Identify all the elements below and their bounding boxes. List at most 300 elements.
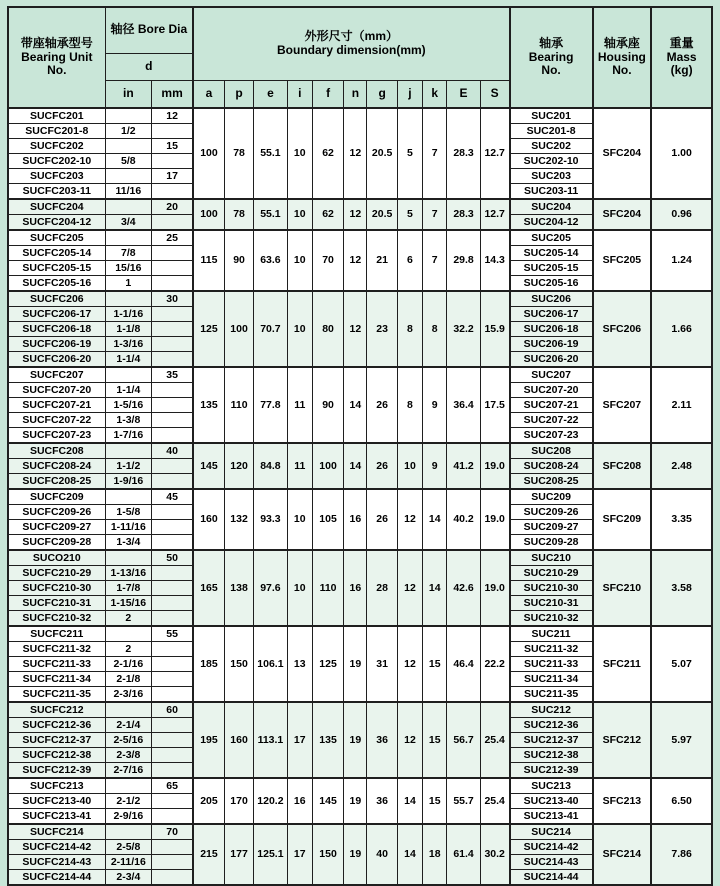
cell-bore-mm: 30 [152,291,193,307]
cell-bore-in [105,443,152,459]
cell-bore-in: 2-11/16 [105,855,152,870]
cell-bearing-unit-no: SUCFC209 [8,489,105,505]
table-row [8,702,712,718]
cell-housing-no: SFC204 [593,108,652,199]
cell-dim-E: 28.3 [447,199,480,230]
header-unit-cn: 带座轴承型号 [20,35,93,50]
cell-bore-mm [152,337,193,352]
cell-dim-j: 12 [397,702,422,778]
cell-bore-in [105,824,152,840]
cell-bearing-unit-no: SUCFC213 [8,778,105,794]
cell-dim-E: 40.2 [447,489,480,550]
cell-dim-a: 100 [193,199,224,230]
cell-dim-f: 62 [312,108,343,199]
cell-bearing-no: SUC204-12 [510,215,593,231]
cell-bearing-no: SUC213-41 [510,809,593,825]
cell-mass: 3.58 [651,550,712,626]
cell-dim-n: 19 [344,778,367,824]
cell-mass: 0.96 [651,199,712,230]
cell-bore-mm [152,870,193,886]
cell-bore-in: 1-1/4 [105,383,152,398]
cell-bearing-no: SUC207-21 [510,398,593,413]
cell-bearing-unit-no: SUCFC207-21 [8,398,105,413]
cell-bore-mm [152,459,193,474]
col-header-e: e [254,80,287,108]
cell-dim-i: 13 [287,626,312,702]
cell-bearing-unit-no: SUCFC207-23 [8,428,105,444]
cell-bore-in: 2-3/4 [105,870,152,886]
cell-bore-in: 1-3/16 [105,337,152,352]
cell-dim-i: 10 [287,291,312,367]
cell-bearing-unit-no: SUCO210 [8,550,105,566]
cell-housing-no: SFC206 [593,291,652,367]
cell-bore-mm [152,566,193,581]
header-mass-en2: (kg) [670,63,693,78]
cell-bore-in: 1-11/16 [105,520,152,535]
cell-bearing-no: SUC205-15 [510,261,593,276]
table-row [8,824,712,840]
cell-bearing-unit-no: SUCFC209-26 [8,505,105,520]
col-header-S: S [480,80,509,108]
table-row [8,778,712,794]
cell-bearing-unit-no: SUCFC211-32 [8,642,105,657]
cell-dim-E: 36.4 [447,367,480,443]
col-header-bearing-no [510,7,593,108]
cell-bearing-unit-no: SUCFC206 [8,291,105,307]
cell-bore-in: 1-1/2 [105,459,152,474]
cell-dim-n: 12 [344,199,367,230]
cell-bore-mm [152,398,193,413]
cell-bore-mm [152,474,193,490]
cell-bore-mm [152,428,193,444]
cell-dim-j: 6 [397,230,422,291]
cell-bore-mm: 50 [152,550,193,566]
cell-bore-mm [152,246,193,261]
table-header [8,7,712,108]
cell-bore-in [105,291,152,307]
cell-dim-e: 84.8 [254,443,287,489]
cell-bore-in: 2 [105,611,152,627]
cell-dim-k: 14 [423,489,447,550]
cell-dim-k: 14 [423,550,447,626]
cell-bore-mm [152,520,193,535]
cell-bore-mm [152,322,193,337]
cell-bearing-no: SUC213-40 [510,794,593,809]
cell-bearing-unit-no: SUCFC204-12 [8,215,105,231]
cell-bore-in [105,550,152,566]
cell-dim-E: 32.2 [447,291,480,367]
cell-dim-g: 20.5 [367,108,397,199]
cell-dim-a: 185 [193,626,224,702]
cell-dim-g: 36 [367,702,397,778]
cell-dim-a: 145 [193,443,224,489]
cell-dim-e: 97.6 [254,550,287,626]
cell-bearing-unit-no: SUCFC210-30 [8,581,105,596]
cell-bearing-no: SUC209-26 [510,505,593,520]
cell-mass: 1.66 [651,291,712,367]
cell-bearing-unit-no: SUCFC212 [8,702,105,718]
cell-dim-S: 19.0 [480,550,509,626]
cell-dim-a: 165 [193,550,224,626]
cell-bore-in: 2-3/8 [105,748,152,763]
col-header-d: d [105,53,193,80]
cell-dim-p: 160 [224,702,253,778]
cell-bearing-no: SUC208 [510,443,593,459]
cell-bearing-no: SUC214-44 [510,870,593,886]
cell-dim-k: 9 [423,367,447,443]
cell-bearing-no: SUC214-42 [510,840,593,855]
cell-bearing-no: SUC206-20 [510,352,593,368]
col-header-housing-no [593,7,652,108]
cell-dim-f: 135 [312,702,343,778]
cell-housing-no: SFC210 [593,550,652,626]
cell-bore-in: 2-5/8 [105,840,152,855]
cell-bore-in: 2-3/16 [105,687,152,703]
table-row [8,291,712,307]
cell-bore-mm [152,733,193,748]
cell-bore-mm: 65 [152,778,193,794]
cell-dim-i: 10 [287,199,312,230]
cell-bore-in [105,702,152,718]
col-header-bearing-unit-no [8,7,105,108]
cell-dim-j: 14 [397,778,422,824]
cell-bearing-unit-no: SUCFC214-44 [8,870,105,886]
cell-housing-no: SFC208 [593,443,652,489]
cell-dim-S: 25.4 [480,778,509,824]
cell-bearing-no: SUC213 [510,778,593,794]
cell-bore-mm [152,687,193,703]
cell-bore-mm [152,505,193,520]
col-header-p: p [224,80,253,108]
cell-bearing-no: SUC205-14 [510,246,593,261]
cell-dim-S: 19.0 [480,443,509,489]
cell-bore-mm [152,611,193,627]
cell-dim-E: 46.4 [447,626,480,702]
cell-bearing-unit-no: SUCFC212-36 [8,718,105,733]
cell-bore-mm: 35 [152,367,193,383]
col-header-k: k [423,80,447,108]
cell-mass: 1.24 [651,230,712,291]
cell-bearing-no: SUC212 [510,702,593,718]
cell-dim-a: 115 [193,230,224,291]
cell-bearing-unit-no: SUCFC214 [8,824,105,840]
cell-dim-E: 29.8 [447,230,480,291]
cell-dim-S: 15.9 [480,291,509,367]
cell-bore-in [105,139,152,154]
cell-bore-mm [152,535,193,551]
col-header-f: f [312,80,343,108]
cell-bore-mm: 70 [152,824,193,840]
cell-bore-mm [152,718,193,733]
cell-bearing-no: SUC206 [510,291,593,307]
cell-bore-in: 1-1/8 [105,322,152,337]
cell-bearing-no: SUC210-30 [510,581,593,596]
cell-bearing-unit-no: SUCFC207 [8,367,105,383]
cell-bearing-no: SUC205 [510,230,593,246]
cell-bearing-unit-no: SUCFC205-14 [8,246,105,261]
cell-bearing-unit-no: SUCFC202-10 [8,154,105,169]
cell-bearing-no: SUC201 [510,108,593,124]
cell-bore-in: 2-1/8 [105,672,152,687]
header-dims-cn: 外形尺寸（mm） [304,28,399,43]
cell-dim-g: 20.5 [367,199,397,230]
header-bearing-en1: Bearing [528,49,574,64]
cell-bore-in: 1-1/16 [105,307,152,322]
cell-bore-mm [152,276,193,292]
cell-bore-mm [152,855,193,870]
cell-bearing-unit-no: SUCFC214-43 [8,855,105,870]
cell-dim-n: 16 [344,489,367,550]
cell-bore-mm: 12 [152,108,193,124]
cell-bearing-no: SUC206-18 [510,322,593,337]
cell-dim-e: 113.1 [254,702,287,778]
header-unit-en2: No. [47,63,67,78]
cell-dim-k: 7 [423,199,447,230]
cell-housing-no: SFC205 [593,230,652,291]
cell-bore-mm [152,596,193,611]
cell-bore-mm [152,124,193,139]
cell-bearing-unit-no: SUCFC201-8 [8,124,105,139]
col-header-bore-dia: 轴径 Bore Dia [105,7,193,53]
cell-bore-in: 11/16 [105,184,152,200]
cell-dim-g: 31 [367,626,397,702]
cell-dim-S: 12.7 [480,108,509,199]
cell-bore-in: 1-13/16 [105,566,152,581]
cell-bearing-unit-no: SUCFC205 [8,230,105,246]
cell-housing-no: SFC213 [593,778,652,824]
cell-dim-p: 100 [224,291,253,367]
cell-bore-in [105,230,152,246]
cell-bearing-unit-no: SUCFC204 [8,199,105,215]
cell-bearing-unit-no: SUCFC206-17 [8,307,105,322]
cell-bearing-no: SUC210-29 [510,566,593,581]
col-header-g: g [367,80,397,108]
cell-bore-mm [152,642,193,657]
cell-dim-k: 15 [423,626,447,702]
cell-dim-n: 14 [344,367,367,443]
cell-dim-j: 5 [397,199,422,230]
cell-dim-a: 195 [193,702,224,778]
cell-housing-no: SFC207 [593,367,652,443]
cell-dim-S: 22.2 [480,626,509,702]
cell-dim-n: 19 [344,702,367,778]
cell-housing-no: SFC214 [593,824,652,885]
cell-dim-j: 5 [397,108,422,199]
cell-bearing-unit-no: SUCFC213-41 [8,809,105,825]
cell-dim-n: 12 [344,108,367,199]
header-dims-en: Boundary dimension(mm) [277,42,426,57]
cell-dim-a: 125 [193,291,224,367]
cell-bearing-unit-no: SUCFC208 [8,443,105,459]
cell-dim-f: 62 [312,199,343,230]
cell-dim-p: 177 [224,824,253,885]
cell-bore-in: 2-9/16 [105,809,152,825]
cell-dim-E: 41.2 [447,443,480,489]
col-header-mass [651,7,712,108]
cell-bore-mm [152,307,193,322]
cell-bearing-unit-no: SUCFC209-28 [8,535,105,551]
cell-bearing-no: SUC206-17 [510,307,593,322]
cell-bore-mm [152,383,193,398]
cell-dim-j: 8 [397,291,422,367]
cell-dim-k: 9 [423,443,447,489]
cell-bearing-no: SUC208-25 [510,474,593,490]
cell-dim-j: 12 [397,626,422,702]
cell-mass: 7.86 [651,824,712,885]
cell-mass: 2.48 [651,443,712,489]
cell-bearing-no: SUC209-28 [510,535,593,551]
cell-bearing-unit-no: SUCFC206-20 [8,352,105,368]
cell-dim-n: 12 [344,291,367,367]
cell-bearing-unit-no: SUCFC208-25 [8,474,105,490]
cell-dim-e: 63.6 [254,230,287,291]
cell-dim-g: 26 [367,443,397,489]
header-unit-en1: Bearing Unit [21,49,93,64]
table-row [8,443,712,459]
cell-bearing-no: SUC211-33 [510,657,593,672]
cell-bore-in [105,108,152,124]
col-header-a: a [193,80,224,108]
cell-bore-mm: 45 [152,489,193,505]
cell-bore-mm: 25 [152,230,193,246]
cell-dim-f: 105 [312,489,343,550]
cell-bore-in [105,489,152,505]
cell-dim-k: 15 [423,702,447,778]
cell-bearing-no: SUC209-27 [510,520,593,535]
cell-dim-e: 77.8 [254,367,287,443]
cell-mass: 6.50 [651,778,712,824]
cell-bearing-unit-no: SUCFC212-38 [8,748,105,763]
cell-bearing-no: SUC202 [510,139,593,154]
cell-bore-in [105,778,152,794]
header-housing-cn: 轴承座 [603,35,640,50]
cell-bore-in [105,367,152,383]
cell-bore-mm [152,748,193,763]
cell-dim-i: 11 [287,443,312,489]
table-row [8,489,712,505]
cell-bore-in: 2-1/2 [105,794,152,809]
cell-bore-mm [152,840,193,855]
cell-bearing-no: SUC212-38 [510,748,593,763]
cell-bearing-no: SUC210-32 [510,611,593,627]
cell-dim-f: 100 [312,443,343,489]
cell-dim-e: 70.7 [254,291,287,367]
cell-housing-no: SFC204 [593,199,652,230]
table-row [8,550,712,566]
cell-dim-n: 12 [344,230,367,291]
cell-bore-in [105,626,152,642]
header-bearing-en2: No. [541,63,561,78]
cell-bore-mm [152,581,193,596]
cell-dim-E: 28.3 [447,108,480,199]
cell-bearing-no: SUC203-11 [510,184,593,200]
cell-dim-p: 120 [224,443,253,489]
cell-bore-in: 3/4 [105,215,152,231]
cell-bearing-unit-no: SUCFC206-18 [8,322,105,337]
cell-bore-in: 2-7/16 [105,763,152,779]
cell-dim-j: 14 [397,824,422,885]
cell-dim-e: 125.1 [254,824,287,885]
cell-dim-f: 70 [312,230,343,291]
cell-dim-j: 8 [397,367,422,443]
cell-dim-g: 21 [367,230,397,291]
cell-bore-mm: 20 [152,199,193,215]
cell-dim-n: 19 [344,824,367,885]
cell-dim-k: 18 [423,824,447,885]
cell-housing-no: SFC212 [593,702,652,778]
cell-dim-g: 26 [367,367,397,443]
cell-bearing-unit-no: SUCFC207-20 [8,383,105,398]
cell-bearing-unit-no: SUCFC214-42 [8,840,105,855]
cell-dim-a: 215 [193,824,224,885]
cell-dim-p: 78 [224,108,253,199]
cell-bearing-no: SUC210 [510,550,593,566]
cell-dim-g: 36 [367,778,397,824]
cell-mass: 2.11 [651,367,712,443]
cell-bore-mm [152,261,193,276]
cell-bearing-no: SUC207-22 [510,413,593,428]
cell-bearing-no: SUC212-36 [510,718,593,733]
bearing-spec-table [7,6,713,886]
cell-dim-p: 170 [224,778,253,824]
cell-dim-i: 10 [287,489,312,550]
cell-dim-f: 80 [312,291,343,367]
cell-mass: 3.35 [651,489,712,550]
cell-bore-in: 1-5/8 [105,505,152,520]
cell-bore-mm [152,763,193,779]
cell-housing-no: SFC211 [593,626,652,702]
cell-dim-a: 205 [193,778,224,824]
cell-dim-E: 42.6 [447,550,480,626]
cell-dim-E: 61.4 [447,824,480,885]
col-header-in: in [105,80,152,108]
cell-bore-in: 2-5/16 [105,733,152,748]
cell-bore-mm [152,215,193,231]
cell-bearing-no: SUC209 [510,489,593,505]
table-row [8,230,712,246]
cell-dim-i: 10 [287,108,312,199]
cell-bore-in: 7/8 [105,246,152,261]
cell-dim-p: 110 [224,367,253,443]
cell-bearing-unit-no: SUCFC203 [8,169,105,184]
cell-dim-S: 12.7 [480,199,509,230]
cell-bore-mm [152,154,193,169]
table-body [8,108,712,885]
col-header-i: i [287,80,312,108]
header-housing-en2: No. [612,63,632,78]
cell-dim-a: 160 [193,489,224,550]
cell-dim-a: 100 [193,108,224,199]
cell-bore-in: 1 [105,276,152,292]
cell-bore-mm [152,413,193,428]
cell-dim-E: 56.7 [447,702,480,778]
cell-bore-mm [152,657,193,672]
col-header-n: n [344,80,367,108]
cell-dim-S: 30.2 [480,824,509,885]
cell-dim-g: 40 [367,824,397,885]
cell-dim-S: 17.5 [480,367,509,443]
cell-bore-in: 5/8 [105,154,152,169]
cell-bearing-no: SUC214 [510,824,593,840]
cell-dim-n: 19 [344,626,367,702]
cell-dim-p: 78 [224,199,253,230]
cell-dim-e: 93.3 [254,489,287,550]
cell-dim-E: 55.7 [447,778,480,824]
cell-dim-f: 150 [312,824,343,885]
header-mass-cn: 重量 [669,35,694,50]
cell-dim-j: 12 [397,489,422,550]
cell-bore-mm [152,184,193,200]
